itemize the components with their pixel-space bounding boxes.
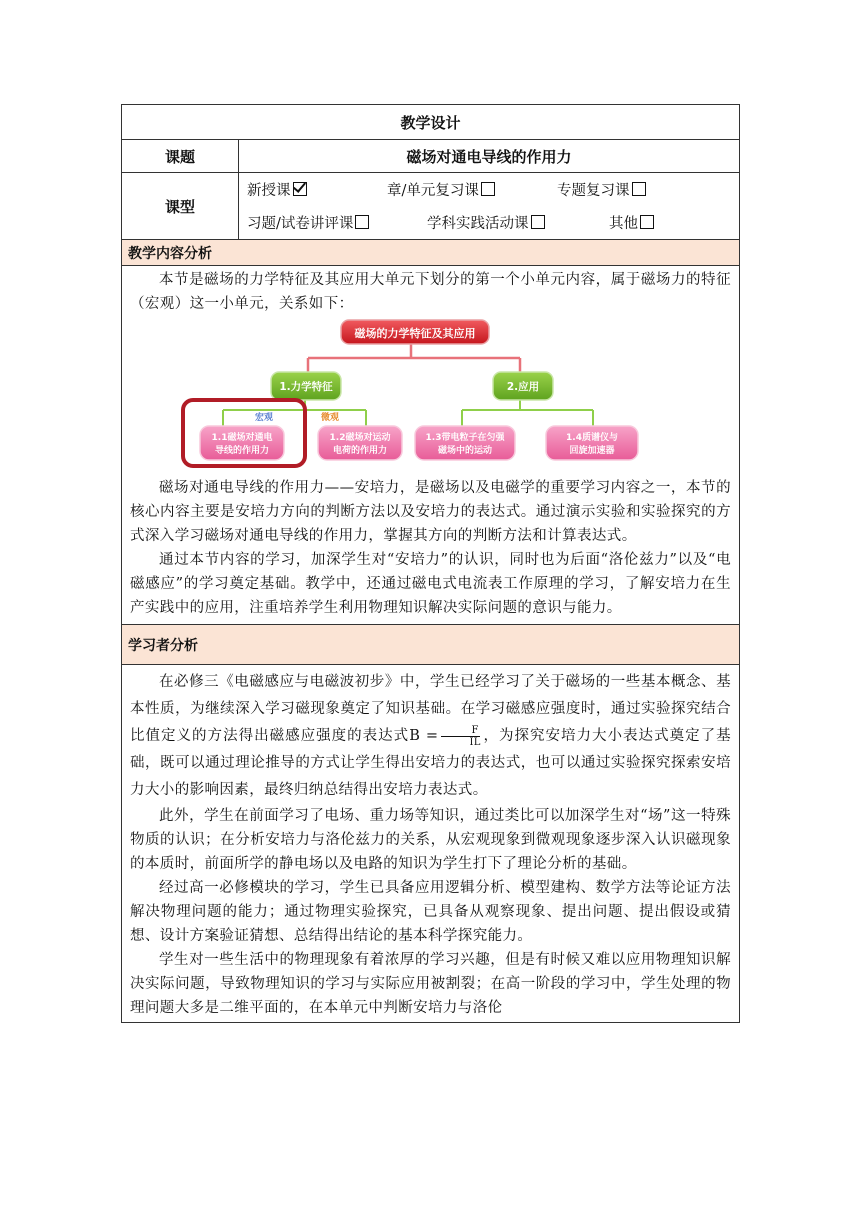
checkbox-icon[interactable] (355, 215, 369, 229)
checkbox-icon[interactable] (640, 215, 654, 229)
content-paragraph-1: 本节是磁场的力学特征及其应用大单元下划分的第一个小单元内容，属于磁场力的特征（宏观）这一小单元，关系如下： (130, 272, 732, 312)
option-other[interactable]: 其他 (609, 212, 654, 233)
option-topic-review[interactable]: 专题复习课 (557, 179, 646, 200)
content-analysis-heading: 教学内容分析 (122, 240, 740, 266)
leaf-node-1-line2: 导线的作用力 (214, 446, 270, 456)
branch-node-1-label: 1.力学特征 (279, 381, 333, 393)
option-exercise-review[interactable]: 习题/试卷讲评课 (247, 212, 427, 233)
topic-label: 课题 (122, 140, 239, 173)
lesson-plan-sheet (121, 104, 739, 1023)
learner-paragraph-4: 学生对一些生活中的物理现象有着浓厚的学习兴趣，但是有时候又难以应用物理知识解决实际问题，导致物理知识的学习与实际应用被割裂；在高一阶段的学习中，学生处理的物理问题大多是二维平面的，在本单元中判断安培力与洛伦 (130, 952, 732, 1016)
option-practice-activity[interactable]: 学科实践活动课 (427, 212, 609, 233)
leaf-node-3-line2: 磁场中的运动 (437, 446, 493, 456)
leaf-node-2-line1: 1.2磁场对运动 (329, 433, 391, 443)
content-paragraph-3: 通过本节内容的学习，加深学生对“安培力”的认识，同时也为后面“洛伦兹力”以及“电磁感应”的学习奠定基础。教学中，还通过磁电式电流表工作原理的学习，了解安培力在生产实践中的应用，注重培养学生利用物理知识解决实际问题的意识与能力。 (130, 552, 732, 616)
leaf-node-3-line1: 1.3带电粒子在匀强 (425, 433, 505, 443)
option-new-lesson[interactable]: 新授课 (247, 179, 387, 200)
root-node-label: 磁场的力学特征及其应用 (354, 327, 476, 340)
micro-label: 微观 (320, 413, 340, 423)
lesson-type-options (239, 173, 740, 240)
lesson-type-label: 课型 (122, 173, 239, 240)
lesson-plan-table (121, 104, 740, 1023)
checkbox-checked-icon[interactable] (293, 182, 307, 196)
learner-paragraph-3: 经过高一必修模块的学习，学生已具备应用逻辑分析、模型建构、数学方法等论证方法解决物理问题的能力；通过物理实验探究，已具备从观察现象、提出问题、提出假设或猜想、设计方案验证猜想、总结得出结论的基本科学探究能力。 (130, 880, 732, 944)
unit-structure-diagram (122, 316, 738, 476)
leaf-node-1-line1: 1.1磁场对通电 (211, 433, 273, 443)
checkbox-icon[interactable] (632, 182, 646, 196)
leaf-node-2-line2: 电荷的作用力 (332, 446, 388, 456)
content-analysis-body (122, 266, 740, 625)
topic-value: 磁场对通电导线的作用力 (239, 140, 740, 173)
content-paragraph-2: 磁场对通电导线的作用力——安培力，是磁场以及电磁学的重要学习内容之一，本节的核心内容主要是安培力方向的判断方法以及安培力的表达式。通过演示实验和实验探究的方式深入学习磁场对通电导线的作用力，掌握其方向的判断方法和计算表达式。 (130, 480, 732, 544)
learner-paragraph-2: 此外，学生在前面学习了电场、重力场等知识，通过类比可以加深学生对“场”这一特殊物质的认识；在分析安培力与洛伦兹力的关系，从宏观现象到微观现象逐步深入认识磁现象的本质时，前面所学的静电场以及电路的知识为学生打下了理论分析的基础。 (130, 808, 732, 872)
root-connectors (308, 342, 520, 372)
learner-analysis-heading: 学习者分析 (122, 625, 740, 665)
leaf-node-4-line2: 回旋加速器 (569, 446, 615, 456)
checkbox-icon[interactable] (531, 215, 545, 229)
magnetic-induction-formula: B = $\frac{F}{IL}$ (409, 724, 481, 748)
branch-connectors (223, 398, 593, 426)
learner-paragraph-1: 在必修三《电磁感应与电磁波初步》中，学生已经学习了关于磁场的一些基本概念、基本性质，为继续深入学习磁现象奠定了知识基础。在学习磁感应强度时，通过实验探究结合比值定义的方法得出磁感应强度的表达式B = $\frac{F}{IL}$ ，为探究安培力大小表达式奠定了基础，既可以通过理论推导的方式让学生得出安培力的表达式，也可以通过实验探究探索安培力大小的影响因素，最终归纳总结得出安培力表达式。 (130, 674, 732, 798)
macro-label: 宏观 (254, 413, 274, 423)
leaf-node-4-line1: 1.4质谱仪与 (566, 433, 618, 443)
learner-analysis-body (122, 665, 740, 1023)
option-unit-review[interactable]: 章/单元复习课 (387, 179, 557, 200)
document-title: 教学设计 (122, 105, 740, 140)
branch-node-2-label: 2.应用 (506, 381, 540, 393)
checkbox-icon[interactable] (481, 182, 495, 196)
